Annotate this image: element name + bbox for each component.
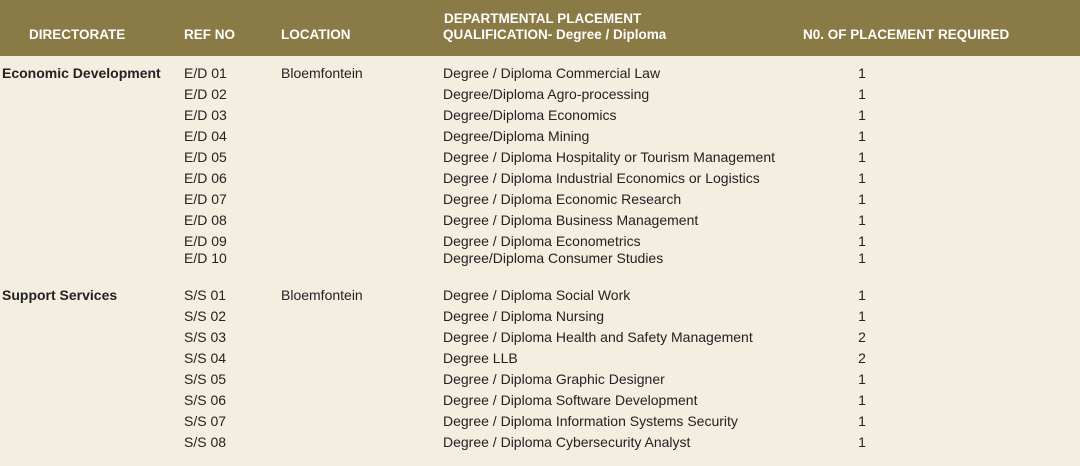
table-row <box>0 434 1080 454</box>
header-ref-no: REF NO <box>184 27 236 42</box>
cell-placements: 1 <box>858 250 866 266</box>
table-row <box>0 149 1080 169</box>
table-row <box>0 86 1080 106</box>
cell-ref-no: E/D 06 <box>184 170 227 186</box>
table-row <box>0 392 1080 412</box>
cell-qualification: Degree LLB <box>443 350 518 366</box>
cell-qualification: Degree / Diploma Business Management <box>443 212 699 228</box>
table-row <box>0 329 1080 349</box>
cell-ref-no: S/S 03 <box>184 329 227 345</box>
cell-ref-no: E/D 09 <box>184 233 227 249</box>
cell-qualification: Degree/Diploma Consumer Studies <box>443 250 664 266</box>
table-row <box>0 250 1080 270</box>
cell-placements: 1 <box>858 128 866 144</box>
cell-placements: 1 <box>858 233 866 249</box>
table-row <box>0 65 1080 85</box>
cell-qualification: Degree / Diploma Commercial Law <box>443 65 661 81</box>
cell-qualification: Degree/Diploma Economics <box>443 107 617 123</box>
cell-ref-no: S/S 06 <box>184 392 227 408</box>
cell-placements: 1 <box>858 86 866 102</box>
header-directorate: DIRECTORATE <box>29 27 126 42</box>
table-row <box>0 350 1080 370</box>
cell-qualification: Degree / Diploma Hospitality or Tourism Management <box>443 149 775 165</box>
cell-ref-no: E/D 05 <box>184 149 227 165</box>
cell-qualification: Degree / Diploma Health and Safety Management <box>443 329 753 345</box>
cell-placements: 1 <box>858 212 866 228</box>
cell-ref-no: E/D 08 <box>184 212 227 228</box>
cell-placements: 1 <box>858 392 866 408</box>
cell-placements: 1 <box>858 413 866 429</box>
cell-placements: 1 <box>858 371 866 387</box>
cell-qualification: Degree / Diploma Social Work <box>443 287 631 303</box>
cell-placements: 1 <box>858 170 866 186</box>
cell-qualification: Degree / Diploma Econometrics <box>443 233 641 249</box>
table-row <box>0 308 1080 328</box>
table-row <box>0 191 1080 211</box>
cell-ref-no: E/D 01 <box>184 65 227 81</box>
cell-ref-no: E/D 10 <box>184 250 227 266</box>
cell-placements: 1 <box>858 287 866 303</box>
cell-qualification: Degree / Diploma Cybersecurity Analyst <box>443 434 691 450</box>
cell-qualification: Degree/Diploma Agro-processing <box>443 86 650 102</box>
cell-ref-no: E/D 04 <box>184 128 227 144</box>
cell-placements: 1 <box>858 65 866 81</box>
table-row <box>0 371 1080 391</box>
cell-directorate: Support Services <box>2 287 118 303</box>
cell-ref-no: E/D 02 <box>184 86 227 102</box>
cell-ref-no: E/D 03 <box>184 107 227 123</box>
cell-qualification: Degree / Diploma Information Systems Security <box>443 413 738 429</box>
cell-ref-no: E/D 07 <box>184 191 227 207</box>
cell-ref-no: S/S 07 <box>184 413 227 429</box>
header-location: LOCATION <box>281 27 351 42</box>
cell-qualification: Degree / Diploma Economic Research <box>443 191 682 207</box>
cell-placements: 1 <box>858 191 866 207</box>
table-row <box>0 170 1080 190</box>
cell-directorate: Economic Development <box>2 65 161 81</box>
header-qualification-line2: QUALIFICATION- Degree / Diploma <box>443 27 667 42</box>
cell-qualification: Degree / Diploma Graphic Designer <box>443 371 665 387</box>
cell-placements: 2 <box>858 329 866 345</box>
table-row <box>0 287 1080 307</box>
table-row <box>0 128 1080 148</box>
cell-qualification: Degree / Diploma Software Development <box>443 392 698 408</box>
cell-qualification: Degree/Diploma Mining <box>443 128 590 144</box>
cell-placements: 1 <box>858 149 866 165</box>
cell-qualification: Degree / Diploma Nursing <box>443 308 605 324</box>
cell-ref-no: S/S 02 <box>184 308 227 324</box>
header-qualification-line1: DEPARTMENTAL PLACEMENT <box>444 11 642 26</box>
cell-placements: 1 <box>858 107 866 123</box>
cell-ref-no: S/S 01 <box>184 287 227 303</box>
table-row <box>0 413 1080 433</box>
cell-placements: 1 <box>858 434 866 450</box>
cell-ref-no: S/S 05 <box>184 371 227 387</box>
cell-placements: 2 <box>858 350 866 366</box>
header-placements: N0. OF PLACEMENT REQUIRED <box>803 27 1010 42</box>
table-row <box>0 107 1080 127</box>
table-header <box>0 0 1080 56</box>
cell-qualification: Degree / Diploma Industrial Economics or Logistics <box>443 170 760 186</box>
cell-placements: 1 <box>858 308 866 324</box>
cell-location: Bloemfontein <box>281 65 363 81</box>
cell-ref-no: S/S 04 <box>184 350 227 366</box>
cell-ref-no: S/S 08 <box>184 434 227 450</box>
cell-location: Bloemfontein <box>281 287 363 303</box>
table-row <box>0 212 1080 232</box>
